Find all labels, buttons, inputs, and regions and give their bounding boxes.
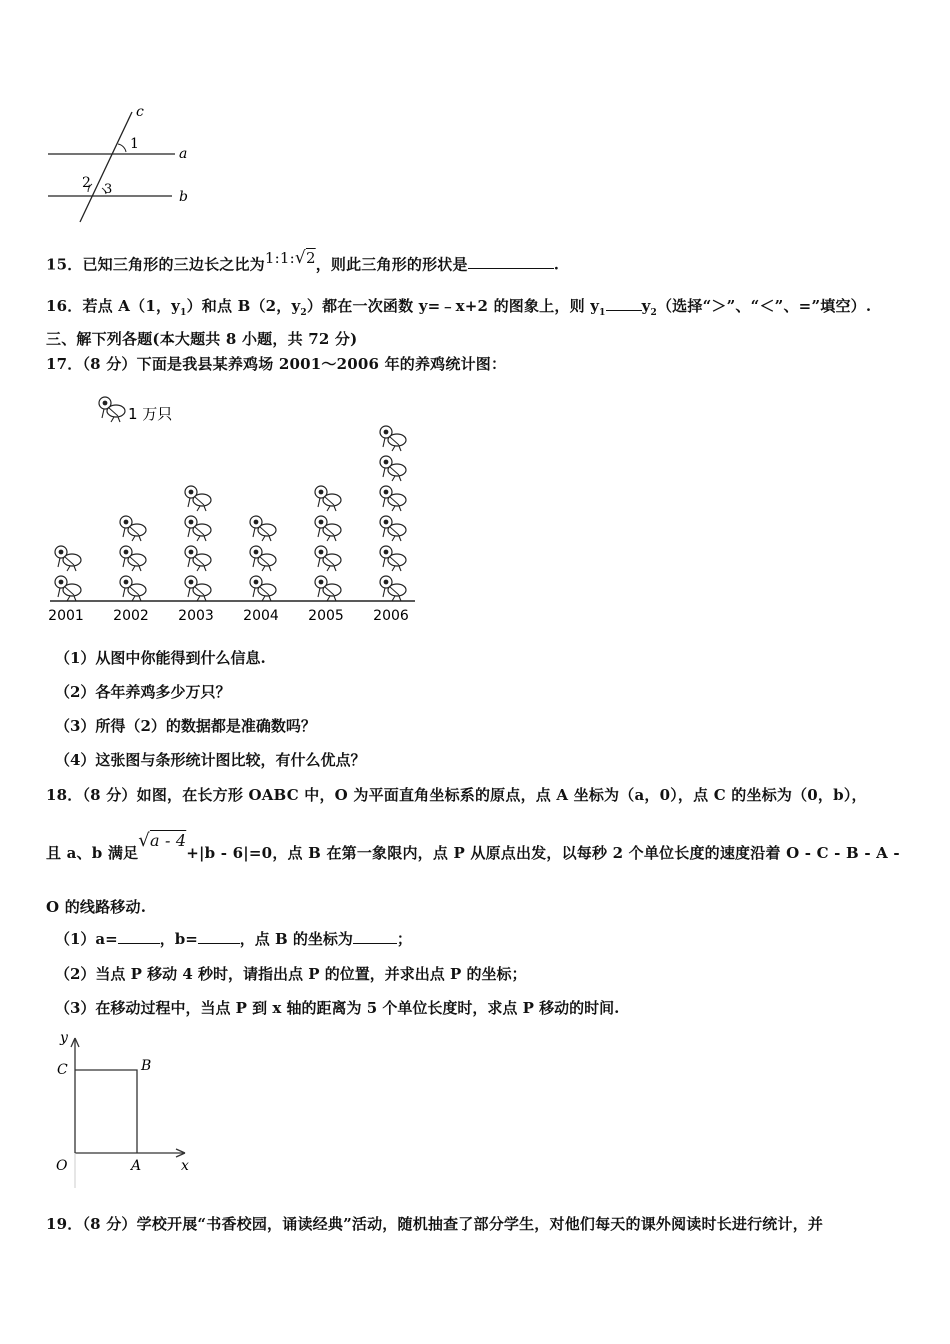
chicken-icon-2004-1: [250, 576, 276, 601]
origin-O-label: O: [56, 1158, 68, 1174]
chicken-icon-2006-2: [380, 546, 406, 571]
chicken-icon-2006-1: [380, 576, 406, 601]
chicken-icon-2005-3: [315, 516, 341, 541]
q18-part-1: （1）a= ，b= ，点 B 的坐标为 ；: [55, 930, 412, 948]
section-3-heading: 三、解下列各题(本大题共 8 小题，共 72 分): [46, 330, 358, 348]
chicken-icon-2003-2: [185, 546, 211, 571]
chicken-icon-2005-1: [315, 576, 341, 601]
chicken-icon-2002-1: [120, 576, 146, 601]
angle-1-label: 1: [130, 136, 139, 152]
question-18-line3: O 的线路移动.: [46, 898, 147, 916]
chicken-icon-2006-3: [380, 516, 406, 541]
line-b-label: b: [179, 189, 188, 205]
x-tick-label-2005: 2005: [308, 608, 344, 624]
chicken-icon-2001-2: [55, 546, 81, 571]
q17-part-2: （2）各年养鸡多少万只？: [55, 683, 231, 701]
answer-blank-B-coord[interactable]: [353, 929, 397, 944]
question-18-title: 18．（8 分）如图，在长方形 OABC 中，O 为平面直角坐标系的原点，点 A 坐标为（a，0），点 C 的坐标为（0，b），: [46, 786, 867, 804]
legend-chick-icon: [99, 397, 125, 422]
chicken-icon-2006-6: [380, 426, 406, 451]
x-tick-label-2003: 2003: [178, 608, 214, 624]
question-15: 15．已知三角形的三边长之比为$^{1:1:√2}$，则此三角形的形状是 .: [46, 248, 560, 274]
chicken-icon-2005-4: [315, 486, 341, 511]
rectangle-oabc-figure: [40, 1028, 200, 1198]
answer-blank-15[interactable]: [468, 254, 554, 269]
x-tick-label-2002: 2002: [113, 608, 149, 624]
chicken-icon-2004-2: [250, 546, 276, 571]
line-a-label: a: [179, 146, 188, 162]
chicken-icon-2003-1: [185, 576, 211, 601]
chicken-icon-2006-5: [380, 456, 406, 481]
chicken-icon-2002-3: [120, 516, 146, 541]
x-tick-label-2004: 2004: [243, 608, 279, 624]
chicken-icon-2006-4: [380, 486, 406, 511]
point-B-label: B: [141, 1058, 152, 1074]
chicken-icon-2004-3: [250, 516, 276, 541]
answer-blank-b[interactable]: [198, 929, 240, 944]
question-16: 16．若点 A（1，$y_1$）和点 B（2，$y_2$）都在一次函数 y=﹣x+2 的图象上，则 $y_1$ $y_2$（选择“＞”、“＜”、=”填空）.: [46, 297, 872, 318]
q17-part-4: （4）这张图与条形统计图比较，有什么优点？: [55, 751, 366, 769]
y-axis-label: y: [60, 1030, 68, 1046]
question-17-title: 17．（8 分）下面是我县某养鸡场 2001～2006 年的养鸡统计图：: [46, 355, 507, 373]
answer-blank-16[interactable]: [606, 296, 642, 311]
q17-part-1: （1）从图中你能得到什么信息.: [55, 649, 266, 667]
chicken-icon-2002-2: [120, 546, 146, 571]
chicken-icon-2003-3: [185, 516, 211, 541]
q18-part-2: （2）当点 P 移动 4 秒时，请指出点 P 的位置，并求出点 P 的坐标；: [55, 965, 527, 983]
x-tick-label-2001: 2001: [48, 608, 84, 624]
chicken-icon-2003-4: [185, 486, 211, 511]
x-axis-label: x: [181, 1158, 189, 1174]
point-A-label: A: [131, 1158, 142, 1174]
sqrt-expression: √a - 4: [138, 830, 187, 851]
q18-part-3: （3）在移动过程中，当点 P 到 x 轴的距离为 5 个单位长度时，求点 P 移动的时间.: [55, 999, 620, 1017]
angle-3-label: 3: [104, 182, 113, 197]
chicken-icon-2005-2: [315, 546, 341, 571]
chicken-pictograph-chart: [40, 388, 430, 633]
answer-blank-a[interactable]: [118, 929, 160, 944]
question-18-line2: 且 a、b 满足√a - 4+|b - 6|=0，点 B 在第一象限内，点 P 从原点出发，以每秒 2 个单位长度的速度沿着 O - C - B - A -: [46, 830, 900, 862]
parallel-lines-figure: [40, 100, 210, 230]
legend-label: 1 万只: [128, 405, 173, 423]
x-tick-label-2006: 2006: [373, 608, 409, 624]
chicken-icon-2001-1: [55, 576, 81, 601]
point-C-label: C: [57, 1062, 68, 1078]
q17-part-3: （3）所得（2）的数据都是准确数吗？: [55, 717, 316, 735]
question-19: 19．（8 分）学校开展“书香校园，诵读经典”活动，随机抽查了部分学生，对他们每天的课外阅读时长进行统计，并: [46, 1215, 824, 1233]
ratio-expression: 1:1:√2: [264, 248, 316, 268]
line-c-label: c: [136, 104, 144, 120]
angle-2-label: 2: [82, 175, 91, 191]
